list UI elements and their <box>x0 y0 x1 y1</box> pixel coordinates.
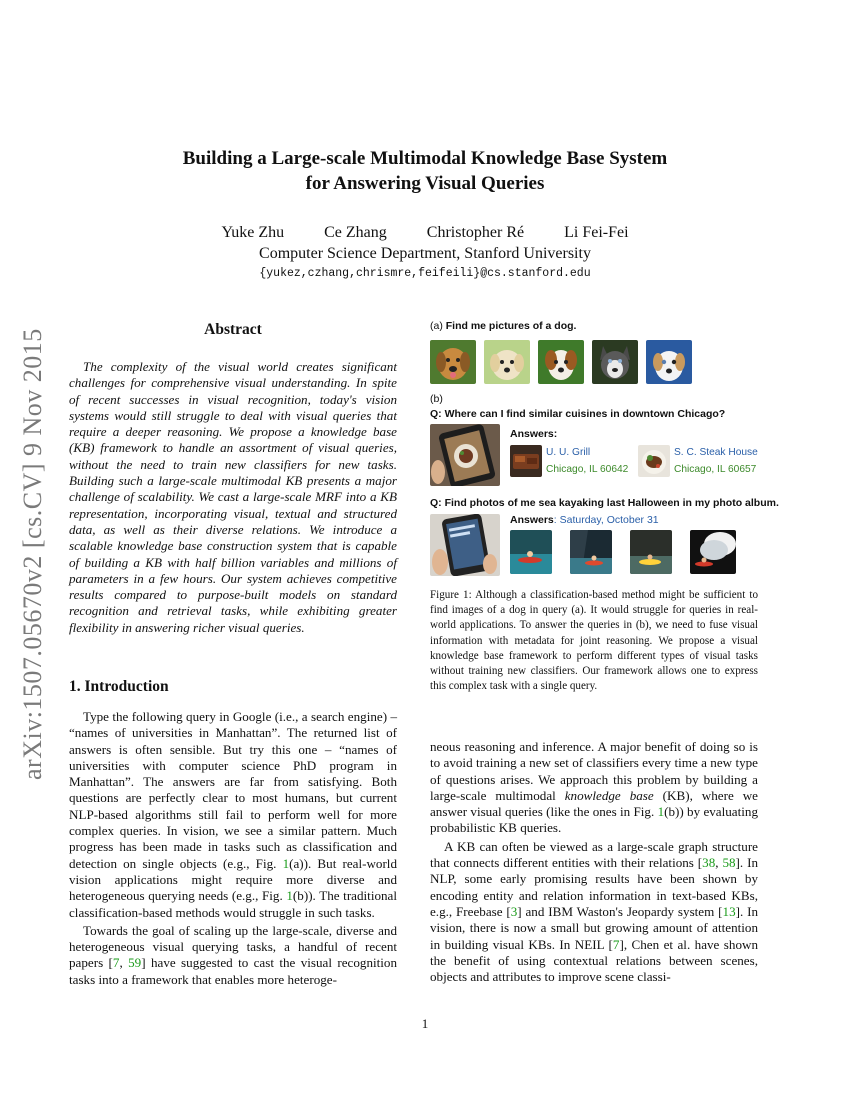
answer-1-location: Chicago, IL 60642 <box>546 464 629 475</box>
kayak-photo-thumbnail <box>510 530 552 574</box>
citation-link[interactable]: 7 <box>612 936 620 952</box>
answer-1-name[interactable]: U. U. Grill <box>546 447 591 458</box>
restaurant-dish-thumbnail <box>510 445 542 477</box>
author: Yuke Zhu <box>221 224 285 241</box>
kayak-photo-thumbnail <box>630 530 672 574</box>
answer-2-name[interactable]: S. C. Steak House <box>674 447 758 458</box>
restaurant-dish-thumbnail <box>638 445 670 477</box>
right-paragraph-2: A KB can often be viewed as a large-scale graph structure that connects different entities with their relations [38, 58]. In NLP, some early promising results have been shown by encoding entity and relation information in text-based KBs, e.g., Freebase [3] and IBM Waston's Jeopardy system [13]. In vision, there is now a small but growing amount of attention in building visual KBs. In NEIL [7], Chen et al. have shown the benefit of using contextual relations between scenes, objects and attributes to improve scene classi- <box>430 838 758 985</box>
answers-2-label: Answers <box>510 514 554 526</box>
kayak-photo-thumbnail <box>570 530 612 574</box>
dog-photo-thumbnail <box>646 340 692 384</box>
author: Ce Zhang <box>324 224 387 241</box>
answer-1 <box>546 444 628 478</box>
figure-ref-link[interactable]: 1 <box>657 804 665 820</box>
abstract-body <box>69 359 397 636</box>
phone-voice-query-photo <box>430 514 500 576</box>
answers-label: Answers: <box>510 428 558 440</box>
author: Christopher Ré <box>426 224 525 241</box>
answer-2 <box>674 444 758 478</box>
phone-food-photo <box>430 424 500 486</box>
intro-paragraph-2: Towards the goal of scaling up the large-scale, diverse and heterogeneous visual querying tasks, a handful of recent papers [7, 59] have suggested to cast the visual recognition tasks into a framework that enables more heteroge- <box>69 922 398 987</box>
citation-link[interactable]: 58 <box>722 855 736 871</box>
citation-link[interactable]: 13 <box>722 903 736 919</box>
dog-photo-thumbnail <box>592 340 638 384</box>
section-heading-introduction: 1. Introduction <box>69 678 169 695</box>
page-number: 1 <box>421 1016 429 1031</box>
figure-panel-label-b: (b) <box>430 393 443 405</box>
kayak-photo-thumbnail <box>690 530 736 574</box>
abstract-text: The complexity of the visual world creates significant challenges for comprehensive visual understanding. In spite of recent successes in visual recognition, today's vision systems would still struggle to deal with visual queries that require a deeper reasoning. We propose a knowledge base (KB) framework to handle an assortment of visual queries, without the need to train new classifiers for new tasks. Building such a large-scale multimodal KB presents a major challenge of scalability. We cast a large-scale MRF into a KB representation, incorporating visual, textual and structured data, as well as their diverse relations. We introduce a scalable knowledge base construction system that is capable of building a KB with half billion variables and millions of parameters in a few hours. Our system achieves competitive results compared to purpose-built models on standard recognition and retrieval tasks, while exhibiting greater flexibility in answering richer visual queries. <box>69 359 397 635</box>
query-a-text: Find me pictures of a dog. <box>445 320 577 332</box>
abstract-heading: Abstract <box>204 321 262 338</box>
arxiv-side-stamp: arXiv:1507.05670v2 [cs.CV] 9 Nov 2015 <box>18 328 47 780</box>
author-list <box>0 224 850 242</box>
citation-link[interactable]: 59 <box>128 955 142 971</box>
answers-2-date: : Saturday, October 31 <box>553 514 659 526</box>
author-emails: {yukez,czhang,chrismre,feifeili}@cs.stanford.edu <box>259 267 591 280</box>
introduction-body <box>69 709 397 988</box>
intro-paragraph-1: Type the following query in Google (i.e., a search engine) – “names of universities in Manhattan”. The returned list of answers is often sensible. But try this one – “names of universities with computer science PhD program in Manhattan”. The answers are far from satisfying. Both questions are perfectly clear to most humans, but current NLP-based algorithms still fail to perform well for more complex queries. In vision, we see a similar pattern. Much progress has been made in tasks such as classification and detection on single objects (e.g., Fig. 1(a)). But real-world vision applications might require more diverse and heterogeneous querying needs (e.g., Fig. 1(b)). The traditional classification-based methods would struggle in such tasks. <box>69 709 398 920</box>
right-paragraph-1: neous reasoning and inference. A major benefit of doing so is to avoid training a new set of classifiers every time a new type of questions arises. We approach this problem by building a large-scale multimodal knowledge base (KB), where we answer visual queries (like the ones in Fig. 1(b)) by evaluating probabilistic KB queries. <box>430 739 758 836</box>
emphasis-knowledge-base: knowledge base <box>564 787 654 803</box>
dog-photo-thumbnail <box>430 340 476 384</box>
figure-panel-label-a: (a) <box>430 320 443 332</box>
figure-ref-link[interactable]: 1 <box>282 855 290 871</box>
answer-2-location: Chicago, IL 60657 <box>674 464 757 475</box>
figure-1-caption: Figure 1: Although a classification-based method might be sufficient to find images of a dog in query (a). It would struggle for queries in real-world applications. To answer the queries in (b), we need to fuse visual information with metadata for joint reasoning. We propose a visual knowledge base framework to perform different types of visual tasks without training new classifiers. Our framework allows one to express this complex task with a single query. <box>430 589 758 693</box>
dog-photo-thumbnail <box>538 340 584 384</box>
author: Li Fei-Fei <box>564 224 629 241</box>
figure-ref-link[interactable]: 1 <box>286 888 293 904</box>
citation-link[interactable]: 7 <box>112 955 120 971</box>
answers-2 <box>510 514 659 526</box>
right-column-body <box>430 739 758 985</box>
dog-photo-thumbnail <box>484 340 530 384</box>
citation-link[interactable]: 3 <box>510 903 518 919</box>
query-b2-text: Q: Find photos of me sea kayaking last Halloween in my photo album. <box>430 497 779 509</box>
affiliation: Computer Science Department, Stanford University <box>259 245 591 262</box>
query-b1-text: Q: Where can I find similar cuisines in downtown Chicago? <box>430 408 726 420</box>
paper-title-line-1: Building a Large-scale Multimodal Knowledge Base System <box>182 148 668 169</box>
citation-link[interactable]: 38 <box>702 855 716 871</box>
paper-title-line-2: for Answering Visual Queries <box>305 173 545 194</box>
